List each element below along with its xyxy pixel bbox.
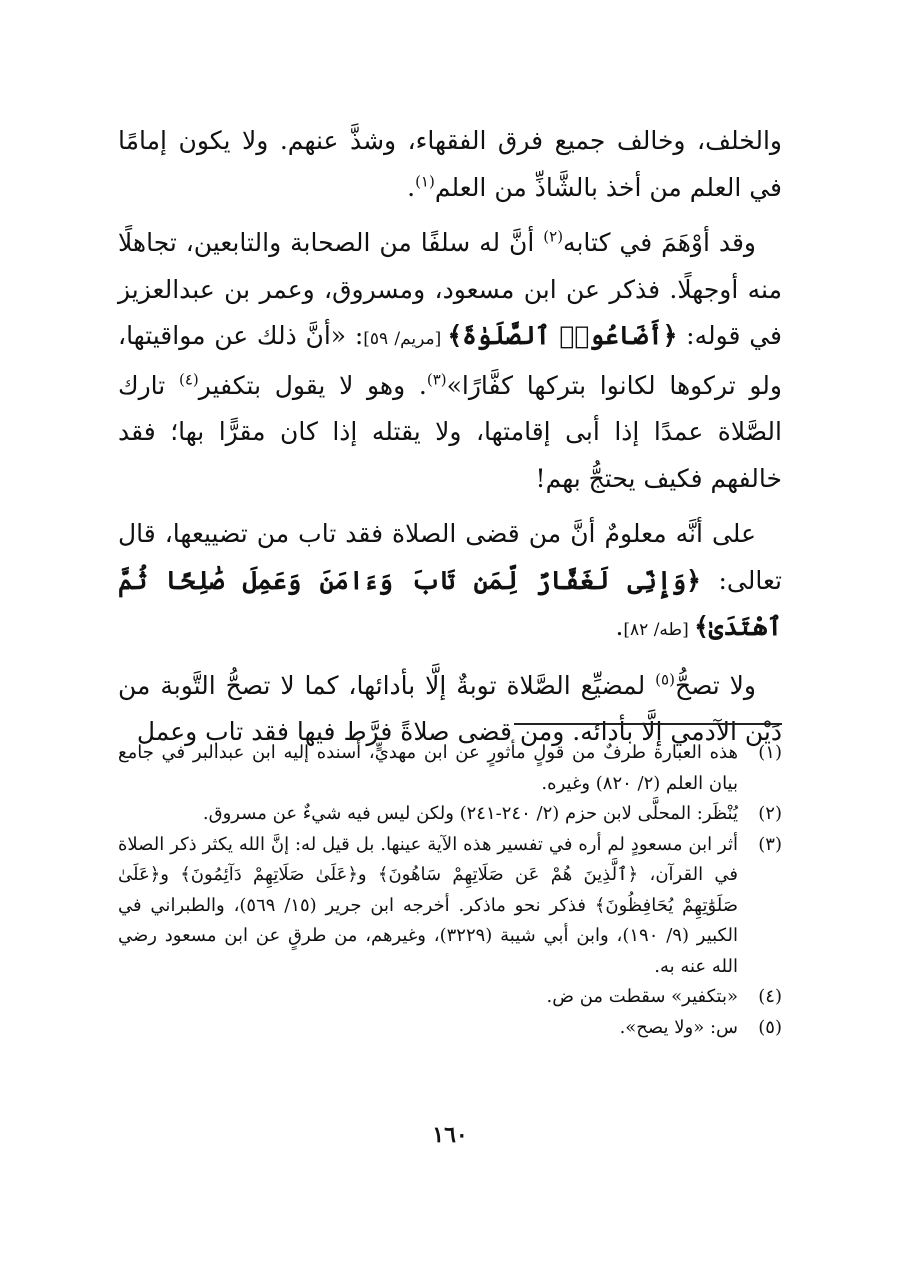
book-page: [118, 118, 782, 1158]
paragraph-4-part-b: لمضيِّع الصَّلاة توبةٌ إلَّا بأدائها، كما لا تصحُّ التَّوبة من دَيْن الآدمي إلَّا بأدائه. ومن قضى صلاةً فرَّط فيها فقد تاب وعمل: [118, 670, 782, 746]
paragraph-4-part-a: ولا تصحُّ: [674, 670, 756, 700]
main-text: [118, 118, 782, 756]
paragraph-2-part-a: وقد أوْهَمَ في كتابه: [563, 228, 756, 257]
paragraph-3: [118, 511, 782, 654]
footnote-text: يُنْظَر: المحلَّى لابن حزم (٢/ ٢٤٠-٢٤١) ولكن ليس فيه شيءٌ عن مسروق.: [202, 803, 738, 824]
paragraph-2-part-b: أنَّ له سلفًا من الصحابة والتابعين، تجاهلًا منه أوجهلًا. فذكر عن ابن مسعود، ومسروق، وعمر بن عبدالعزيز في قوله:: [118, 228, 782, 350]
footnote-2: [118, 799, 782, 830]
footnote-ref-3: (٣): [426, 370, 447, 389]
footnote-ref-2: (٢): [543, 227, 564, 246]
quran-verse-taha: ﴿وَإِنِّى لَغَفَّارٌ لِّمَن تَابَ وَءَامَنَ وَعَمِلَ صَٰلِحًا ثُمَّ ٱهْتَدَىٰ﴾: [118, 565, 782, 641]
verse-reference-maryam: [مريم/ ٥٩]: [363, 329, 448, 349]
paragraph-3-end: .: [615, 612, 624, 641]
footnote-number: (١): [758, 742, 782, 763]
footnote-number: (٤): [758, 986, 782, 1007]
footnote-number: (٣): [758, 833, 782, 855]
footnote-ref-4: (٤): [178, 370, 199, 389]
footnote-text: أثر ابن مسعودٍ لم أره في تفسير هذه الآية عينها. بل قيل له: إنَّ الله يكثر ذكر الصلاة في القرآن، ﴿ٱلَّذِينَ هُمْ عَن صَلَاتِهِمْ سَاهُونَ﴾ و﴿عَلَىٰ صَلَاتِهِمْ دَآئِمُونَ﴾ و﴿عَلَىٰ صَلَوَٰتِهِمْ يُحَافِظُونَ﴾ فذكر نحو ماذكر. أخرجه ابن جرير (١٥/ ٥٦٩)، والطبراني في الكبير (٩/ ١٩٠)، وابن أبي شيبة (٣٢٢٩)، وغيرهم، من طرقٍ عن ابن مسعود رضي الله عنه به.: [118, 833, 738, 977]
footnote-number: (٥): [758, 1016, 782, 1038]
footnote-divider: [514, 723, 782, 725]
paragraph-1: [118, 118, 782, 211]
footnote-4: [118, 982, 782, 1013]
paragraph-3-part-a: على أنَّه معلومٌ أنَّ من قضى الصلاة فقد تاب من تضييعها، قال تعالى:: [118, 519, 782, 595]
paragraph-1-end: .: [407, 172, 416, 202]
footnote-text: «بتكفير» سقطت من ض.: [546, 986, 738, 1007]
paragraph-1-text: والخلف، وخالف جميع فرق الفقهاء، وشذَّ عنهم. ولا يكون إمامًا في العلم من أخذ بالشَّاذِّ من العلم: [118, 126, 782, 202]
paragraph-2-part-d: . وهو لا يقول بتكفير: [198, 370, 427, 400]
quran-verse-maryam: ﴿أَضَاعُوا۟ ٱلصَّلَوٰةَ﴾: [447, 321, 678, 350]
paragraph-2-part-e: تارك الصَّلاة عمدًا إذا أبى إقامتها، ولا يقتله إذا كان مقرًّا بها؛ فقد خالفهم فكيف يحتجُّ بهم!: [118, 370, 782, 493]
footnotes: [118, 738, 782, 1043]
page-number: ١٦٠: [432, 1122, 468, 1148]
paragraph-2: [118, 220, 782, 502]
verse-reference-taha: [طه/ ٨٢]: [623, 620, 695, 640]
footnote-text: س: «ولا يصح».: [619, 1016, 738, 1038]
footnote-5: [118, 1013, 782, 1044]
footnote-3: [118, 830, 782, 983]
footnote-text: هذه العبارة طرفٌ من قولٍ مأثورٍ عن ابن مهديٍّ، أسنده إليه ابن عبدالبر في جامع بيان العلم (٢/ ٨٢٠) وغيره.: [118, 742, 738, 794]
paragraph-2-part-c: : «أنَّ ذلك عن مواقيتها، ولو تركوها لكانوا بتركها كفَّارًا»: [118, 321, 782, 400]
footnote-number: (٢): [758, 803, 782, 824]
footnote-1: [118, 738, 782, 799]
footnote-ref-5: (٥): [655, 670, 675, 689]
footnote-ref-1: (١): [415, 172, 435, 191]
